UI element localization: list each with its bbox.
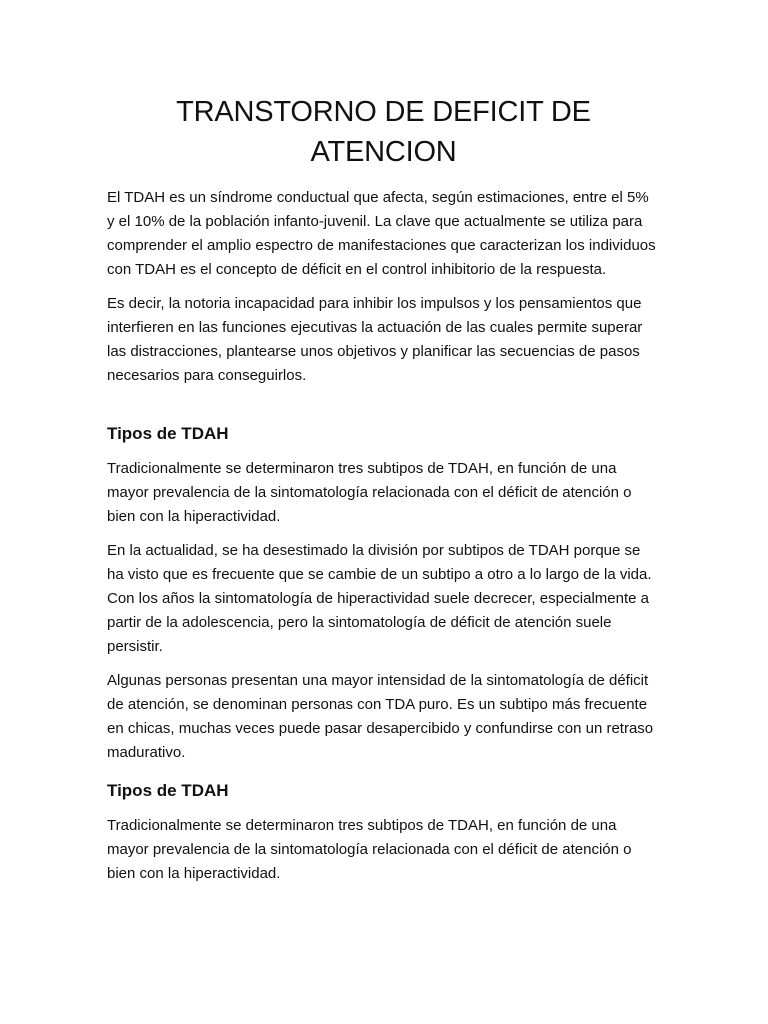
section-1-paragraph-2: En la actualidad, se ha desestimado la división por subtipos de TDAH porque se ha visto que es frecuente que se cambie de un subtipo a otro a lo largo de la vida. Con los años la sintomatología de hiperactividad suele decrecer, especialmente a partir de la adolescencia, pero la sintomatología de déficit de atención suele persistir. xyxy=(107,542,652,655)
section-heading-tipos-1: Tipos de TDAH xyxy=(107,424,229,443)
intro-paragraph-1: El TDAH es un síndrome conductual que afecta, según estimaciones, entre el 5% y el 10% de la población infanto-juvenil. La clave que actualmente se utiliza para comprender el amplio espectro de manifestaciones que caracterizan los individuos con TDAH es el concepto de déficit en el control inhibitorio de la respuesta. xyxy=(107,189,656,278)
section-2-paragraph-1: Tradicionalmente se determinaron tres subtipos de TDAH, en función de una mayor prevalencia de la sintomatología relacionada con el déficit de atención o bien con la hiperactividad. xyxy=(107,817,632,882)
section-1-paragraph-1: Tradicionalmente se determinaron tres subtipos de TDAH, en función de una mayor prevalencia de la sintomatología relacionada con el déficit de atención o bien con la hiperactividad. xyxy=(107,460,632,525)
document-title: TRANSTORNO DE DEFICIT DE ATENCION xyxy=(176,96,591,168)
intro-paragraph-2: Es decir, la notoria incapacidad para inhibir los impulsos y los pensamientos que interfieren en las funciones ejecutivas la actuación de las cuales permite superar las distracciones, plantearse unos objetivos y planificar las secuencias de pasos necesarios para conseguirlos. xyxy=(107,295,643,384)
section-heading-tipos-2: Tipos de TDAH xyxy=(107,781,229,800)
section-1-paragraph-3: Algunas personas presentan una mayor intensidad de la sintomatología de déficit de atención, se denominan personas con TDA puro. Es un subtipo más frecuente en chicas, muchas veces puede pasar desapercibido y confundirse con un retraso madurativo. xyxy=(107,672,654,761)
